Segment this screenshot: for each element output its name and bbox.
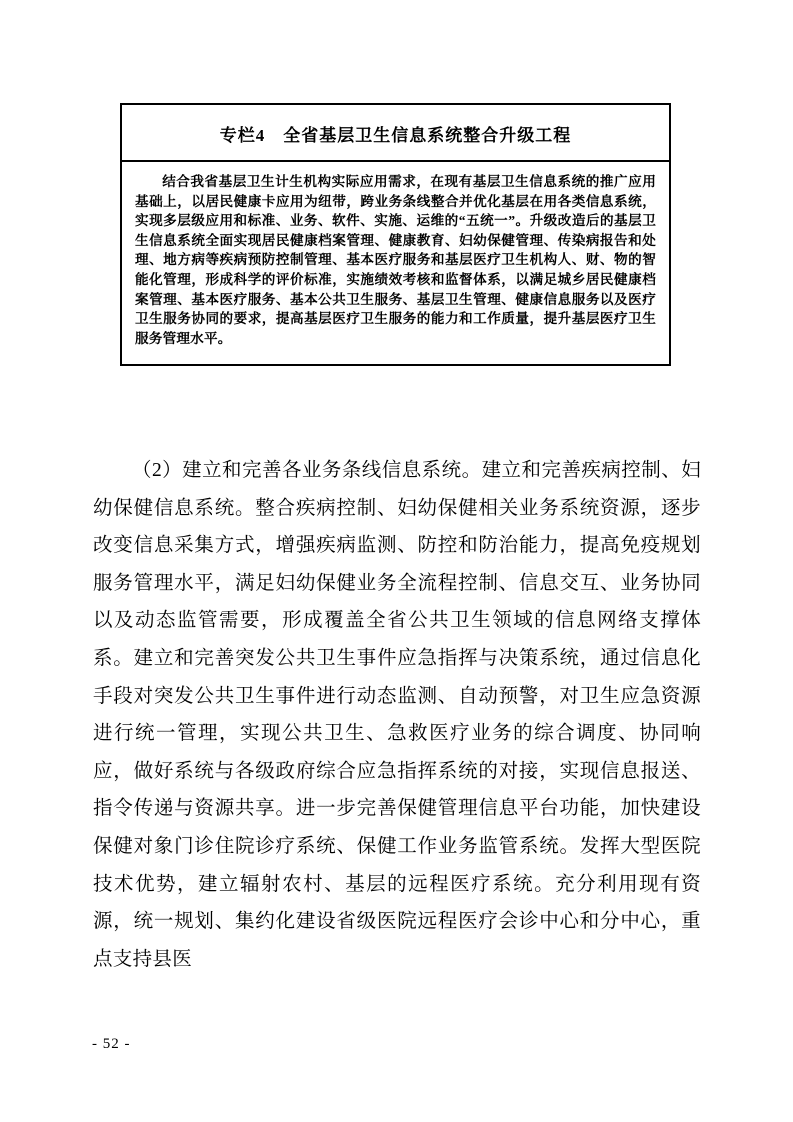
page-number: - 52 - xyxy=(92,1036,131,1052)
feature-box xyxy=(120,103,671,366)
main-text-block xyxy=(93,452,701,978)
main-paragraph: （2）建立和完善各业务条线信息系统。建立和完善疾病控制、妇幼保健信息系统。整合疾病控制、妇幼保健相关业务系统资源，逐步改变信息采集方式，增强疾病监测、防控和防治能力，提高免疫规划服务管理水平，满足妇幼保健业务全流程控制、信息交互、业务协同以及动态监管需要，形成覆盖全省公共卫生领域的信息网络支撑体系。建立和完善突发公共卫生事件应急指挥与决策系统，通过信息化手段对突发公共卫生事件进行动态监测、自动预警，对卫生应急资源进行统一管理，实现公共卫生、急救医疗业务的综合调度、协同响应，做好系统与各级政府综合应急指挥系统的对接，实现信息报送、指令传递与资源共享。进一步完善保健管理信息平台功能，加快建设保健对象门诊住院诊疗系统、保健工作业务监管系统。发挥大型医院技术优势，建立辐射农村、基层的远程医疗系统。充分利用现有资源，统一规划、集约化建设省级医院远程医疗会诊中心和分中心，重点支持县医 xyxy=(93,460,701,970)
feature-box-title: 专栏4 全省基层卫生信息系统整合升级工程 xyxy=(122,105,669,162)
feature-box-body: 结合我省基层卫生计生机构实际应用需求，在现有基层卫生信息系统的推广应用基础上，以居民健康卡应用为纽带，跨业务条线整合并优化基层在用各类信息系统，实现多层级应用和标准、业务、软件、实施、运维的“五统一”。升级改造后的基层卫生信息系统全面实现居民健康档案管理、健康教育、妇幼保健管理、传染病报告和处理、地方病等疾病预防控制管理、基本医疗服务和基层医疗卫生机构人、财、物的智能化管理，形成科学的评价标准，实施绩效考核和监督体系，以满足城乡居民健康档案管理、基本医疗服务、基本公共卫生服务、基层卫生管理、健康信息服务以及医疗卫生服务协同的要求，提高基层医疗卫生服务的能力和工作质量，提升基层医疗卫生服务管理水平。 xyxy=(135,174,656,346)
